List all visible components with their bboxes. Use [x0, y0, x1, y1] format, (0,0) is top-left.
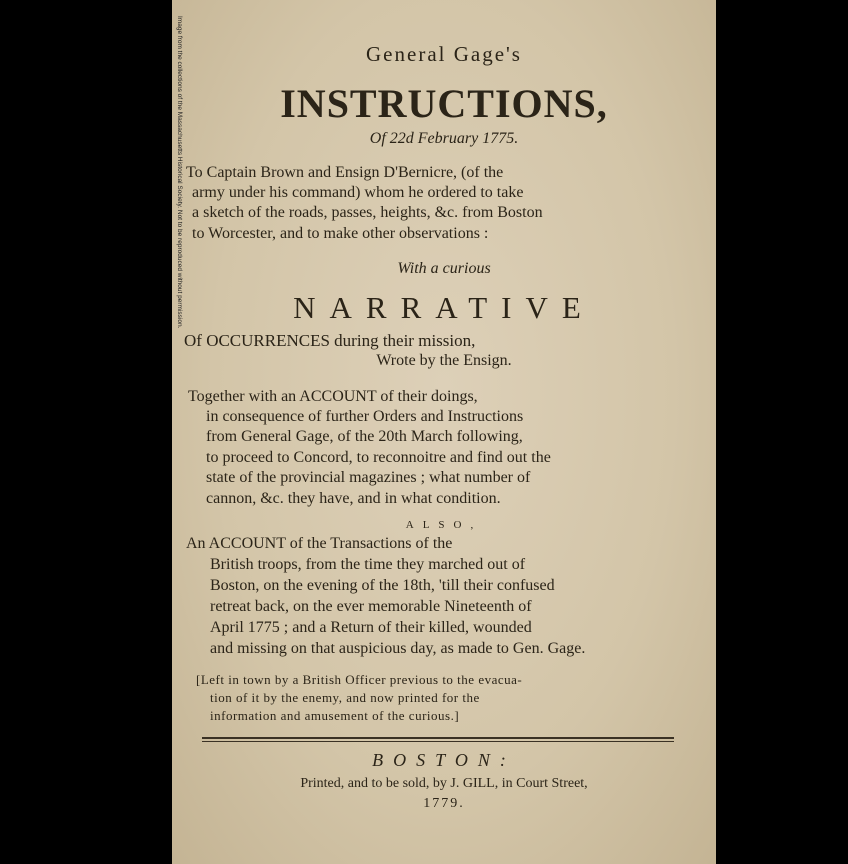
also-heading: ALSO, — [405, 519, 483, 531]
bracket-note-line: information and amusement of the curious.] — [210, 708, 460, 723]
account-line: Boston, on the evening of the 18th, 'till their confused — [210, 577, 555, 594]
together-line: cannon, &c. they have, and in what condition. — [206, 490, 501, 507]
together-line: state of the provincial magazines ; what number of — [206, 469, 531, 486]
imprint-year: 1779. — [423, 796, 465, 811]
together-line: in consequence of further Orders and Instructions — [206, 408, 524, 425]
account-line: An ACCOUNT of the Transactions of the — [186, 535, 453, 552]
narrative-heading: NARRATIVE — [293, 290, 595, 325]
account-line: British troops, from the time they marched out of — [210, 556, 526, 573]
bracket-note-line: tion of it by the enemy, and now printed for the — [210, 690, 480, 705]
collection-credit: Image from the collections of the Massachusetts Historical Society. Not to be reproduced without permission. — [176, 16, 183, 329]
intro-line: To Captain Brown and Ensign D'Bernicre, (of the — [186, 164, 504, 181]
intro-line: a sketch of the roads, passes, heights, &c. from Boston — [192, 204, 543, 221]
bracket-note-line: [Left in town by a British Officer previous to the evacua- — [196, 672, 523, 687]
document-page — [172, 0, 716, 864]
occurrences-line: Wrote by the Ensign. — [376, 352, 512, 369]
title-line-2: INSTRUCTIONS, — [280, 81, 608, 126]
with-curious: With a curious — [397, 260, 491, 277]
title-line-1: General Gage's — [366, 42, 522, 66]
divider-rule — [202, 737, 674, 739]
title-date: Of 22d February 1775. — [369, 130, 519, 147]
divider-rule-thin — [202, 741, 674, 742]
title-page-text — [172, 0, 716, 864]
together-line: from General Gage, of the 20th March following, — [206, 428, 523, 445]
account-line: April 1775 ; and a Return of their killed, wounded — [210, 619, 532, 636]
together-line: Together with an ACCOUNT of their doings, — [188, 388, 478, 405]
account-line: and missing on that auspicious day, as made to Gen. Gage. — [210, 640, 586, 657]
intro-line: army under his command) whom he ordered to take — [192, 184, 524, 201]
imprint-city: BOSTON: — [372, 750, 516, 770]
occurrences-line: Of OCCURRENCES during their mission, — [184, 331, 476, 350]
intro-line: to Worcester, and to make other observations : — [192, 225, 489, 242]
account-line: retreat back, on the ever memorable Nineteenth of — [210, 598, 532, 615]
imprint-printer: Printed, and to be sold, by J. GILL, in Court Street, — [300, 776, 588, 791]
together-line: to proceed to Concord, to reconnoitre and find out the — [206, 449, 551, 466]
